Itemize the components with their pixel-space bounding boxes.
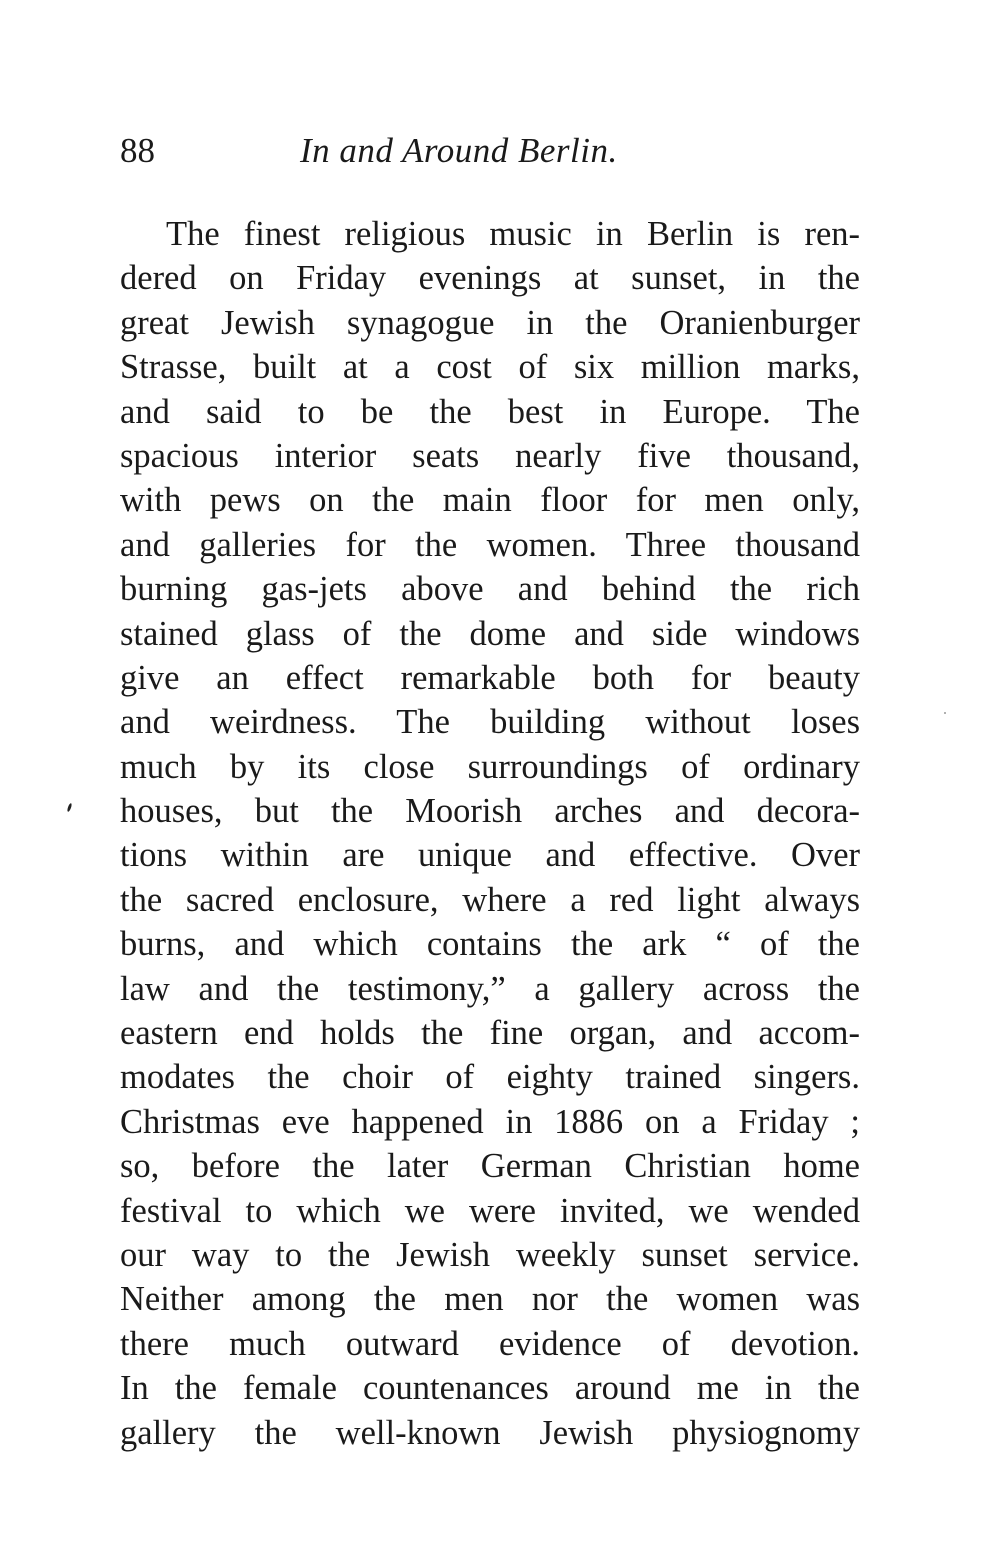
- text-line: much by its close surroundings of ordinary: [120, 747, 860, 786]
- text-line: give an effect remarkable both for beauty: [120, 658, 860, 697]
- text-line: with pews on the main floor for men only,: [120, 481, 860, 520]
- text-line: and weirdness. The building without loses: [120, 703, 860, 742]
- text-line: great Jewish synagogue in the Oranienburger: [120, 303, 860, 342]
- text-line: law and the testimony,” a gallery across the: [120, 969, 860, 1008]
- text-line: dered on Friday evenings at sunset, in the: [120, 259, 860, 298]
- text-line: our way to the Jewish weekly sunset service.: [120, 1235, 860, 1274]
- text-line: gallery the well-known Jewish physiognomy: [120, 1413, 860, 1452]
- text-line: Strasse, built at a cost of six million marks,: [120, 348, 860, 387]
- text-line: eastern end holds the fine organ, and accom-: [120, 1014, 860, 1053]
- scan-speck: [944, 712, 946, 714]
- text-line: and galleries for the women. Three thousand: [120, 525, 860, 564]
- text-line: there much outward evidence of devotion.: [120, 1324, 860, 1363]
- text-line: burns, and which contains the ark “ of the: [120, 925, 860, 964]
- text-line: spacious interior seats nearly five thousand,: [120, 436, 860, 475]
- body-paragraph: [120, 212, 860, 1455]
- text-line: so, before the later German Christian home: [120, 1147, 860, 1186]
- page-number: 88: [120, 131, 155, 170]
- text-line: The finest religious music in Berlin is ren-: [166, 215, 860, 253]
- text-line: festival to which we were invited, we wended: [120, 1191, 860, 1230]
- text-line: houses, but the Moorish arches and decora-: [120, 792, 860, 831]
- text-line: In the female countenances around me in the: [120, 1369, 860, 1408]
- running-title: In and Around Berlin.: [300, 131, 618, 170]
- text-line: Christmas eve happened in 1886 on a Friday ;: [120, 1102, 860, 1141]
- text-line: the sacred enclosure, where a red light always: [120, 880, 860, 919]
- text-line: stained glass of the dome and side windows: [120, 614, 860, 653]
- text-line: and said to be the best in Europe. The: [120, 392, 860, 431]
- text-line: Neither among the men nor the women was: [120, 1280, 860, 1319]
- scan-speck: [67, 803, 73, 812]
- text-line: tions within are unique and effective. Over: [120, 836, 860, 875]
- text-line: burning gas-jets above and behind the rich: [120, 570, 860, 609]
- text-line: modates the choir of eighty trained singers.: [120, 1058, 860, 1097]
- running-head: [120, 126, 880, 176]
